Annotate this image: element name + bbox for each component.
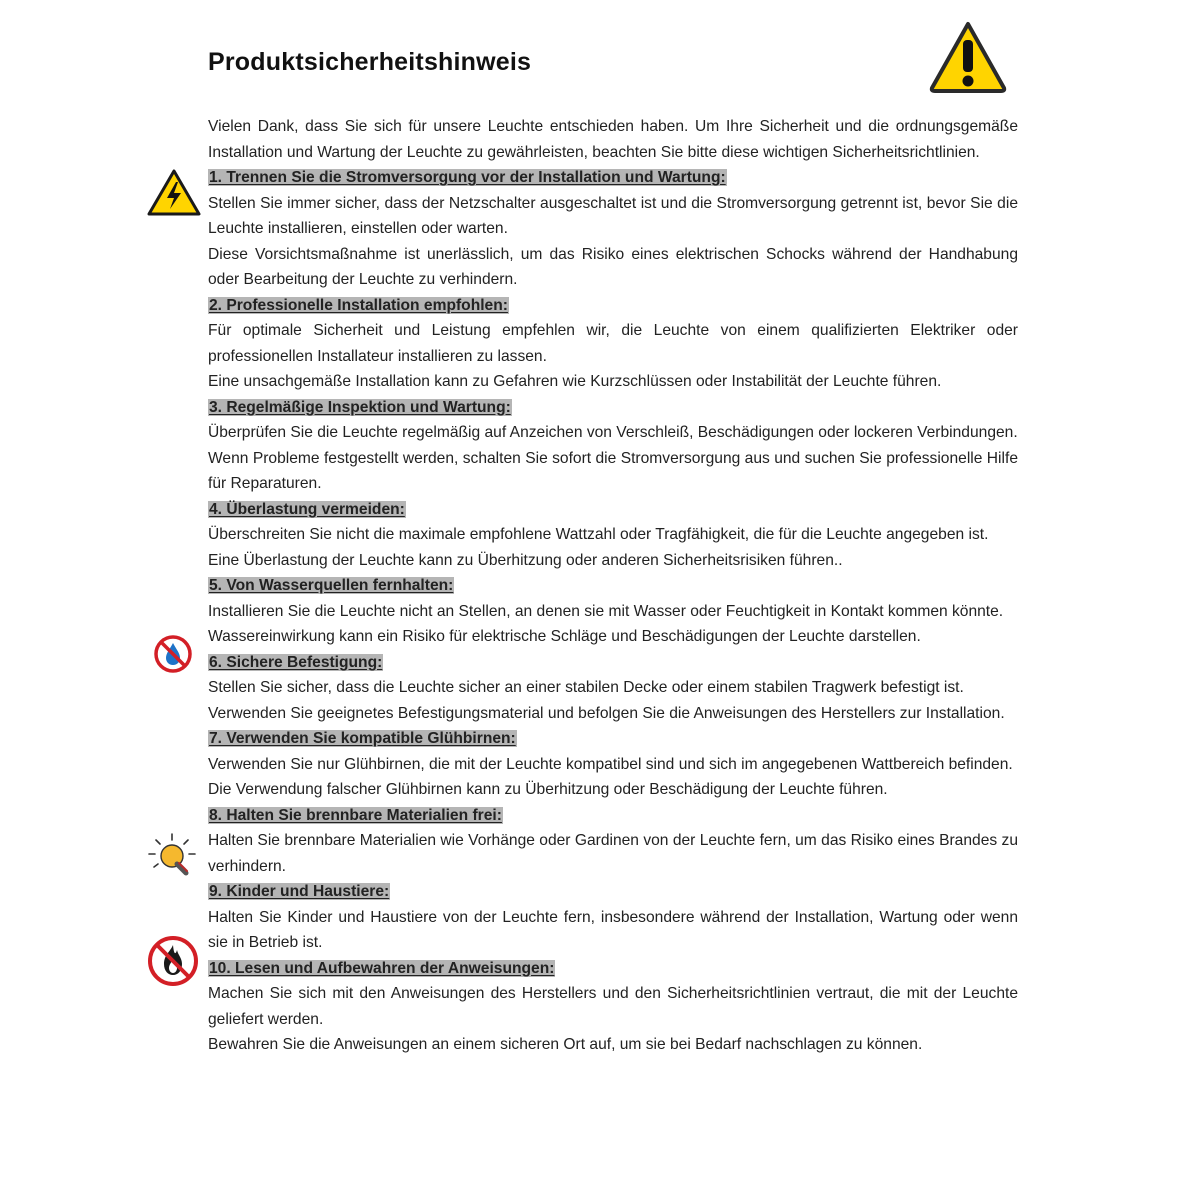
safety-section <box>208 803 1018 880</box>
safety-section <box>208 726 1018 803</box>
section-heading-text: 5. Von Wasserquellen fernhalten: <box>209 577 454 594</box>
high-voltage-icon <box>146 168 202 218</box>
section-heading-text: 1. Trennen Sie die Stromversorgung vor der Installation und Wartung: <box>209 169 726 186</box>
section-paragraph: Diese Vorsichtsmaßnahme ist unerlässlich, um das Risiko eines elektrischen Schocks während der Handhabung oder Bearbeitung der Leuchte zu verhindern. <box>208 245 1018 288</box>
page-title: Produktsicherheitshinweis <box>208 48 532 76</box>
section-paragraph: Wenn Probleme festgestellt werden, schalten Sie sofort die Stromversorgung aus und suchen Sie professionelle Hilfe für Reparaturen. <box>208 449 1018 492</box>
section-heading <box>208 165 1018 191</box>
section-paragraph: Eine unsachgemäße Installation kann zu Gefahren wie Kurzschlüssen oder Instabilität der Leuchte führen. <box>208 373 942 390</box>
section-heading-text: 2. Professionelle Installation empfohlen: <box>209 296 508 314</box>
section-heading <box>208 879 1018 905</box>
safety-section <box>208 165 1018 293</box>
section-paragraph: Eine Überlastung der Leuchte kann zu Überhitzung oder anderen Sicherheitsrisiken führen.. <box>208 551 843 569</box>
no-water-icon <box>153 634 193 674</box>
light-bulb-icon <box>146 832 198 880</box>
intro-paragraph: Vielen Dank, dass Sie sich für unsere Leuchte entschieden haben. Um Ihre Sicherheit und die ordnungsgemäße Installation und Wartung der Leuchte zu gewährleisten, beachten Sie bitte diese wichtigen Sicherheitsrichtlinien. <box>208 118 1018 161</box>
warning-triangle-icon <box>928 20 1008 94</box>
safety-sections <box>208 165 1018 1058</box>
section-heading <box>208 395 1018 421</box>
safety-section <box>208 573 1018 650</box>
section-paragraph: Die Verwendung falscher Glühbirnen kann zu Überhitzung oder Beschädigung der Leuchte führen. <box>208 781 888 798</box>
section-paragraph: Halten Sie brennbare Materialien wie Vorhänge oder Gardinen von der Leuchte fern, um das Risiko eines Brandes zu verhindern. <box>208 832 1018 875</box>
section-paragraph: Überprüfen Sie die Leuchte regelmäßig auf Anzeichen von Verschleiß, Beschädigungen oder lockeren Verbindungen. <box>208 424 1018 441</box>
section-heading-text: 4. Überlastung vermeiden: <box>209 500 405 518</box>
section-heading <box>208 956 1018 982</box>
section-heading-text: 8. Halten Sie brennbare Materialien frei: <box>209 806 502 824</box>
section-heading <box>208 497 1018 523</box>
section-paragraph: Verwenden Sie nur Glühbirnen, die mit der Leuchte kompatibel sind und sich im angegebenen Wattbereich befinden. <box>208 755 1013 773</box>
no-fire-icon <box>146 934 200 988</box>
safety-section <box>208 395 1018 497</box>
section-paragraph: Halten Sie Kinder und Haustiere von der Leuchte fern, insbesondere während der Installation, Wartung oder wenn sie in Betrieb ist. <box>208 908 1018 951</box>
section-heading-text: 10. Lesen und Aufbewahren der Anweisungen: <box>209 959 555 977</box>
section-paragraph: Für optimale Sicherheit und Leistung empfehlen wir, die Leuchte von einem qualifizierten Elektriker oder professionellen Installateur installieren zu lassen. <box>208 322 1018 365</box>
section-paragraph: Installieren Sie die Leuchte nicht an Stellen, an denen sie mit Wasser oder Feuchtigkeit in Kontakt kommen könnte. <box>208 602 1004 620</box>
section-paragraph: Bewahren Sie die Anweisungen an einem sicheren Ort auf, um sie bei Bedarf nachschlagen zu können. <box>208 1036 923 1053</box>
section-heading-text: 6. Sichere Befestigung: <box>209 653 383 671</box>
section-heading-text: 9. Kinder und Haustiere: <box>209 883 390 900</box>
safety-section <box>208 650 1018 727</box>
section-heading-text: 3. Regelmäßige Inspektion und Wartung: <box>209 398 511 416</box>
section-paragraph: Stellen Sie immer sicher, dass der Netzschalter ausgeschaltet ist und die Stromversorgung getrennt ist, bevor Sie die Leuchte installieren, einstellen oder warten. <box>208 194 1018 237</box>
section-paragraph: Überschreiten Sie nicht die maximale empfohlene Wattzahl oder Tragfähigkeit, die für die Leuchte angegeben ist. <box>208 526 989 543</box>
section-heading <box>208 803 1018 829</box>
safety-section <box>208 293 1018 395</box>
section-paragraph: Machen Sie sich mit den Anweisungen des Herstellers und den Sicherheitsrichtlinien vertraut, die mit der Leuchte geliefert werden. <box>208 985 1018 1028</box>
section-heading <box>208 573 1018 599</box>
safety-section <box>208 879 1018 956</box>
section-heading <box>208 650 1018 676</box>
safety-section <box>208 497 1018 574</box>
document-body <box>208 114 1018 1058</box>
section-paragraph: Verwenden Sie geeignetes Befestigungsmaterial und befolgen Sie die Anweisungen des Herstellers zur Installation. <box>208 704 1005 722</box>
safety-section <box>208 956 1018 1058</box>
section-heading <box>208 726 1018 752</box>
section-paragraph: Wassereinwirkung kann ein Risiko für elektrische Schläge und Beschädigungen der Leuchte darstellen. <box>208 628 921 645</box>
section-heading-text: 7. Verwenden Sie kompatible Glühbirnen: <box>209 730 516 747</box>
section-paragraph: Stellen Sie sicher, dass die Leuchte sicher an einer stabilen Decke oder einem stabilen Tragwerk befestigt ist. <box>208 679 964 696</box>
section-heading <box>208 293 1018 319</box>
